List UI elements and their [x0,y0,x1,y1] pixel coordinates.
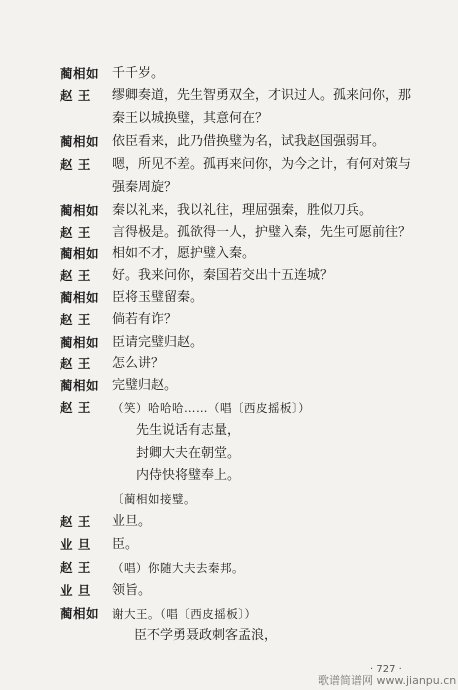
dialogue-text: 倘若有诈？ [112,312,178,327]
speaker-name: 赵 王 [60,225,91,240]
speaker-name: 赵 王 [60,560,91,575]
speaker-name: 赵 王 [60,268,91,283]
dialogue-text: （笑）哈哈哈……（唱〔西皮摇板〕） [112,401,311,415]
speaker-name: 蔺相如 [60,66,100,81]
speaker-name: 蔺相如 [60,378,100,393]
watermark: 歌谱简谱网 www.jianpu.cn [318,674,457,687]
dialogue-text: （唱）你随大夫去秦邦。 [112,561,244,575]
speaker-name: 蔺相如 [60,290,100,305]
dialogue-text: 内侍快将璧奉上。 [136,468,241,483]
dialogue-text: 强秦周旋？ [112,180,178,195]
speaker-name: 赵 王 [60,356,91,371]
speaker-name: 赵 王 [60,157,91,172]
dialogue-text: 完璧归赵。 [112,378,178,393]
speaker-name: 蔺相如 [60,246,100,261]
dialogue-text: 依臣看来，此乃借换璧为名，试我赵国强弱耳。 [112,134,386,149]
speaker-name: 赵 王 [60,514,91,529]
dialogue-text: 缪卿奏道，先生智勇双全，才识过人。孤来问你，那 [112,88,412,103]
dialogue-text: 先生说话有志量， [136,423,241,438]
speaker-name: 蔺相如 [60,134,100,149]
dialogue-text: 〔蔺相如接璧。 [112,492,196,506]
speaker-name: 业 旦 [60,583,91,598]
dialogue-text: 言得极是。孤欲得一人，护璧入秦，先生可愿前往？ [112,225,412,240]
dialogue-text: 臣不学勇聂政刺客孟浪， [134,628,278,643]
dialogue-text: 臣将玉璧留秦。 [112,290,204,305]
dialogue-text: 相如不才，愿护璧入秦。 [112,246,256,261]
speaker-name: 赵 王 [60,312,91,327]
dialogue-text: 臣。 [112,537,139,552]
speaker-name: 蔺相如 [60,203,100,218]
speaker-name: 蔺相如 [60,335,100,350]
dialogue-text: 怎么讲？ [112,356,165,371]
dialogue-text: 秦王以城换璧，其意何在？ [112,111,269,126]
speaker-name: 蔺相如 [60,606,100,621]
dialogue-text: 秦以礼来，我以礼往，理屈强秦，胜似刀兵。 [112,203,373,218]
page-number: · 727 · [370,664,402,675]
dialogue-text: 领旨。 [112,583,152,598]
dialogue-text: 业旦。 [112,514,152,529]
dialogue-text: 好。我来问你，秦国若交出十五连城？ [112,268,334,283]
speaker-name: 业 旦 [60,537,91,552]
dialogue-text: 千千岁。 [112,66,165,81]
dialogue-text: 谢大王。（唱〔西皮摇板〕） [112,607,257,621]
dialogue-text: 封卿大夫在朝堂。 [136,446,241,461]
speaker-name: 赵 王 [60,400,91,415]
dialogue-text: 臣请完璧归赵。 [112,335,204,350]
dialogue-text: 嗯，所见不差。孤再来问你，为今之计，有何对策与 [112,157,412,172]
speaker-name: 赵 王 [60,88,91,103]
